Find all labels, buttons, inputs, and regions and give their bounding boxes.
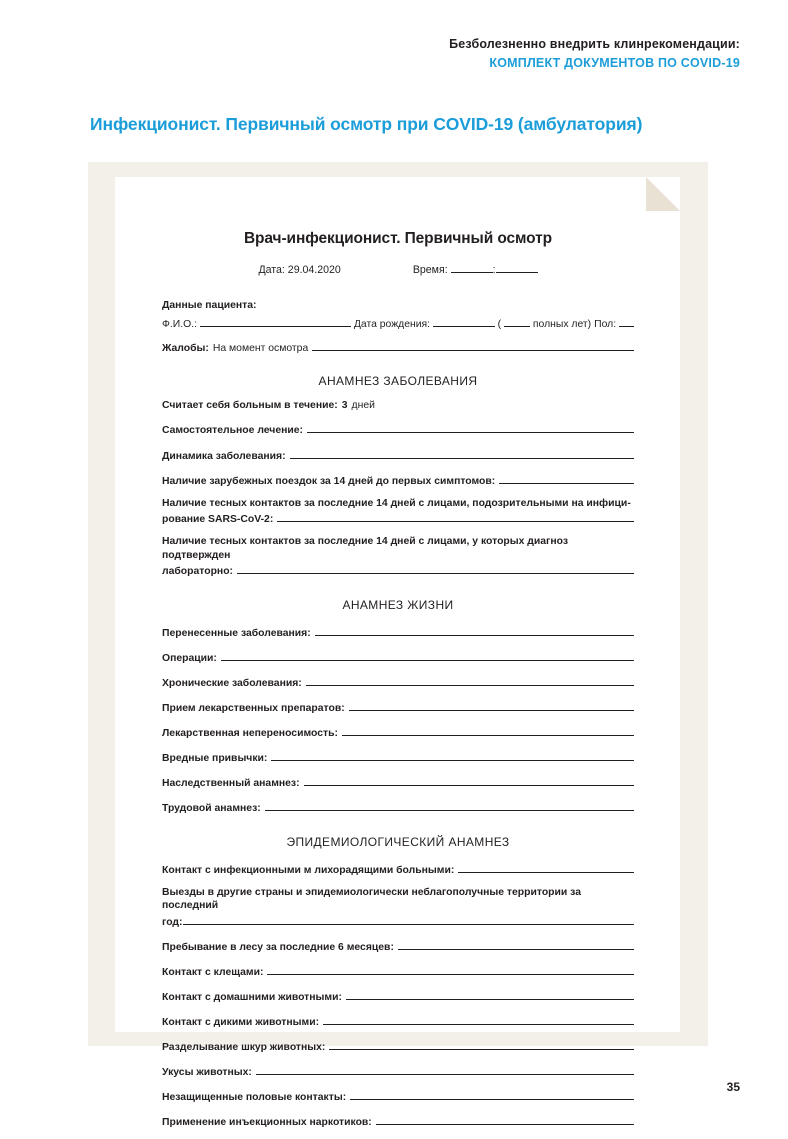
- form-field: [162, 497, 634, 527]
- form-field-label: Трудовой анамнез:: [162, 803, 261, 815]
- form-field: [162, 1088, 634, 1105]
- sex-label: Пол:: [594, 318, 617, 330]
- form-field: [162, 447, 634, 464]
- form-body: [162, 231, 634, 1139]
- form-field: [162, 535, 634, 579]
- section-heading: ЭПИДЕМИОЛОГИЧЕСКИЙ АНАМНЕЗ: [286, 834, 510, 849]
- form-field: [162, 1038, 634, 1055]
- fio-blank[interactable]: [200, 326, 351, 327]
- date-value: 29.04.2020: [287, 263, 341, 276]
- age-open-paren: (: [497, 318, 502, 330]
- form-field-line2: [162, 562, 634, 579]
- form-sheet: [115, 177, 680, 1129]
- section-heading: АНАМНЕЗ ЗАБОЛЕВАНИЯ: [318, 374, 478, 389]
- running-header-line2: КОМПЛЕКТ ДОКУМЕНТОВ ПО COVID-19: [489, 55, 740, 70]
- form-field: [162, 674, 634, 691]
- form-field-label: Операции:: [162, 652, 217, 664]
- form-field-label: Наличие зарубежных поездок за 14 дней до первых симптомов:: [162, 475, 496, 487]
- form-field-blank[interactable]: [256, 1063, 634, 1075]
- form-field-value: дней: [351, 400, 375, 412]
- form-field: [162, 400, 634, 413]
- form-field-blank[interactable]: [315, 624, 634, 636]
- form-field-blank[interactable]: [323, 1013, 634, 1025]
- age-label: полных лет): [532, 318, 592, 330]
- form-field: [162, 1013, 634, 1030]
- form-field-blank[interactable]: [267, 963, 634, 975]
- document-frame: [88, 162, 708, 1129]
- form-field-line1: Выезды в другие страны и эпидемиологически неблагополучные территории за последний: [162, 886, 581, 912]
- form-field: [162, 724, 634, 741]
- form-field: [162, 988, 634, 1005]
- complaints-label: Жалобы:: [162, 342, 209, 354]
- running-header-line1: Безболезненно внедрить клинрекомендации:: [449, 37, 740, 51]
- form-field-label: Применение инъекционных наркотиков:: [162, 1117, 372, 1129]
- form-field-label: Самостоятельное лечение:: [162, 425, 304, 437]
- form-field-label: Контакт с инфекционными м лихорадящими больными:: [162, 864, 455, 876]
- form-field-blank[interactable]: [458, 861, 634, 873]
- fio-label: Ф.И.О.:: [162, 318, 197, 330]
- form-field-label: лабораторно:: [162, 566, 233, 578]
- form-field: [162, 472, 634, 489]
- page-title: Инфекционист. Первичный осмотр при COVID-19 (амбулатория): [90, 114, 643, 134]
- time-label: Время:: [412, 263, 448, 276]
- patient-identity-row: [162, 320, 634, 330]
- form-field: [162, 749, 634, 766]
- form-field-label: Динамика заболевания:: [162, 450, 286, 462]
- form-field-label: Контакт с дикими животными:: [162, 1017, 320, 1029]
- form-field-blank[interactable]: [306, 674, 634, 686]
- form-field-label: Контакт с клещами:: [162, 966, 264, 978]
- form-field-blank[interactable]: [349, 699, 634, 711]
- form-field-blank[interactable]: [342, 724, 634, 736]
- form-field-line1: Наличие тесных контактов за последние 14 дней с лицами, у которых диагноз подтвержден: [162, 536, 569, 561]
- form-field-blank[interactable]: [237, 562, 634, 574]
- time-hours-blank[interactable]: [451, 272, 493, 273]
- form-field: [162, 421, 634, 438]
- form-field: [162, 699, 634, 716]
- form-field: [162, 938, 634, 955]
- age-blank[interactable]: [504, 326, 530, 327]
- time-separator: :: [492, 263, 496, 276]
- form-field-blank[interactable]: [221, 649, 634, 661]
- form-field-label: Незащищенные половые контакты:: [162, 1092, 347, 1104]
- form-field: [162, 649, 634, 666]
- form-field-line2: [162, 913, 634, 930]
- form-field-label: Разделывание шкур животных:: [162, 1042, 326, 1054]
- sex-blank[interactable]: [619, 326, 634, 327]
- form-field-label: Наследственный анамнез:: [162, 778, 300, 790]
- birthdate-blank[interactable]: [433, 326, 495, 327]
- form-field: [162, 774, 634, 791]
- date-time-row: [162, 265, 634, 276]
- complaints-value: На момент осмотра: [212, 342, 309, 354]
- form-field-blank[interactable]: [271, 749, 634, 761]
- form-field-label: Прием лекарственных препаратов:: [162, 702, 345, 714]
- form-field: [162, 861, 634, 878]
- date-label: Дата:: [258, 263, 285, 276]
- form-field-label: Пребывание в лесу за последние 6 месяцев:: [162, 941, 394, 953]
- form-field-blank[interactable]: [329, 1038, 634, 1050]
- folded-corner-decoration: [646, 177, 680, 211]
- form-sections: [162, 375, 634, 1130]
- form-field-line2: [162, 510, 634, 527]
- time-field: [413, 265, 538, 276]
- date-field: [258, 265, 340, 276]
- form-field-blank[interactable]: [346, 988, 634, 1000]
- form-field: [162, 799, 634, 816]
- page-number: 35: [726, 1080, 740, 1094]
- form-field-blank[interactable]: [499, 472, 634, 484]
- form-title: Врач-инфекционист. Первичный осмотр: [243, 230, 553, 247]
- running-header: [449, 36, 740, 72]
- form-field-label: Вредные привычки:: [162, 753, 268, 765]
- form-field-blank[interactable]: [290, 447, 634, 459]
- complaints-blank[interactable]: [312, 339, 634, 351]
- form-field-blank[interactable]: [398, 938, 634, 950]
- form-field-line1: Наличие тесных контактов за последние 14 дней с лицами, подозрительными на инфици-: [162, 497, 631, 509]
- form-field-label: Хронические заболевания:: [162, 677, 302, 689]
- form-field-blank[interactable]: [265, 799, 634, 811]
- form-field-blank[interactable]: [304, 774, 634, 786]
- form-field-blank[interactable]: [277, 510, 634, 522]
- form-field-label: год:: [162, 917, 183, 928]
- patient-data-label: Данные пациента:: [162, 300, 257, 312]
- form-field: [162, 1063, 634, 1080]
- form-field-blank[interactable]: [183, 913, 634, 925]
- form-field: [162, 624, 634, 641]
- form-field-label: Считает себя больным в течение:: [162, 400, 338, 412]
- birthdate-label: Дата рождения:: [353, 318, 431, 330]
- form-field-label: Укусы животных:: [162, 1067, 252, 1079]
- time-minutes-blank[interactable]: [496, 272, 538, 273]
- form-field-label: Перенесенные заболевания:: [162, 627, 311, 639]
- form-field-blank[interactable]: [307, 421, 634, 433]
- form-field-bold-value: 3: [341, 400, 348, 412]
- section-heading: АНАМНЕЗ ЖИЗНИ: [342, 597, 454, 612]
- form-field-blank[interactable]: [350, 1088, 634, 1100]
- form-field: [162, 886, 634, 930]
- form-field-label: Лекарственная непереносимость:: [162, 727, 338, 739]
- form-field-blank[interactable]: [376, 1113, 634, 1125]
- form-field: [162, 963, 634, 980]
- form-field-label: рование SARS-CoV-2:: [162, 514, 274, 526]
- form-field-label: Контакт с домашними животными:: [162, 992, 342, 1004]
- form-field: [162, 1113, 634, 1130]
- complaints-field: [162, 339, 634, 356]
